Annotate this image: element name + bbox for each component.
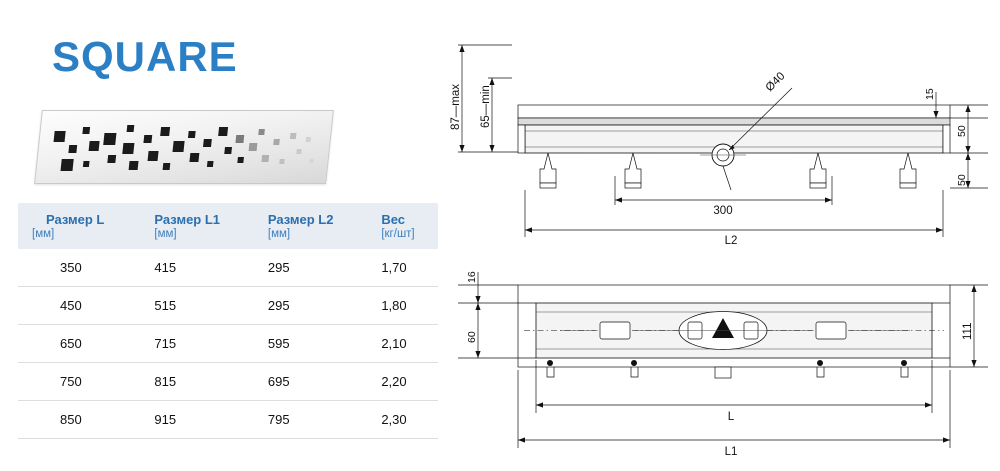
cell-size-l: 850 [18,401,140,439]
col-unit-size-l1: [мм] [140,227,253,249]
side-section-view [450,45,988,247]
table-row [18,249,438,287]
label-dim-87-max: 87—max [450,83,462,130]
col-unit-size-l2: [мм] [254,227,367,249]
cell-size-l2: 695 [254,363,367,401]
drawings-svg [440,0,1000,471]
table-header [18,203,438,249]
table-body [18,249,438,439]
cell-size-l: 350 [18,249,140,287]
cell-size-l2: 795 [254,401,367,439]
cell-size-l1: 815 [140,363,253,401]
table-row [18,325,438,363]
label-dim-50-top: 50 [956,125,968,137]
label-dim-L1: L1 [724,446,738,458]
technical-drawings [440,0,1000,471]
col-header-size-l: Размер L [18,203,140,227]
cell-size-l2: 595 [254,325,367,363]
label-dim-15: 15 [924,88,936,100]
cell-weight: 2,20 [367,363,438,401]
label-dim-60: 60 [466,331,478,343]
label-dim-111: 111 [962,322,974,340]
cell-weight: 1,70 [367,249,438,287]
table-header-row [18,203,438,227]
table-row [18,287,438,325]
label-dim-300: 300 [713,205,733,217]
label-dim-65-min: 65—min [480,85,492,128]
cell-size-l: 450 [18,287,140,325]
cell-size-l1: 415 [140,249,253,287]
col-header-size-l2: Размер L2 [254,203,367,227]
page-title: SQUARE [52,33,238,80]
col-header-size-l1: Размер L1 [140,203,253,227]
cell-size-l1: 915 [140,401,253,439]
dimensions-table [18,203,438,439]
col-header-weight: Вес [367,203,438,227]
col-unit-weight: [кг/шт] [367,227,438,249]
table-row [18,401,438,439]
cell-size-l: 750 [18,363,140,401]
cell-size-l1: 715 [140,325,253,363]
label-dim-50-bottom: 50 [956,174,968,186]
cell-size-l2: 295 [254,287,367,325]
table-row [18,363,438,401]
col-unit-size-l: [мм] [18,227,140,249]
cell-weight: 2,30 [367,401,438,439]
grate-pattern [35,111,333,183]
left-panel [0,0,440,471]
cell-size-l1: 515 [140,287,253,325]
label-dim-16: 16 [466,271,478,283]
cell-weight: 2,10 [367,325,438,363]
cell-weight: 1,80 [367,287,438,325]
label-dim-L2: L2 [724,235,738,247]
table-units-row [18,227,438,249]
top-view [458,271,988,458]
cell-size-l2: 295 [254,249,367,287]
cell-size-l: 650 [18,325,140,363]
label-dim-L: L [727,411,735,423]
label-diameter-40: Ø40 [763,70,788,95]
product-image-grate [34,110,334,184]
